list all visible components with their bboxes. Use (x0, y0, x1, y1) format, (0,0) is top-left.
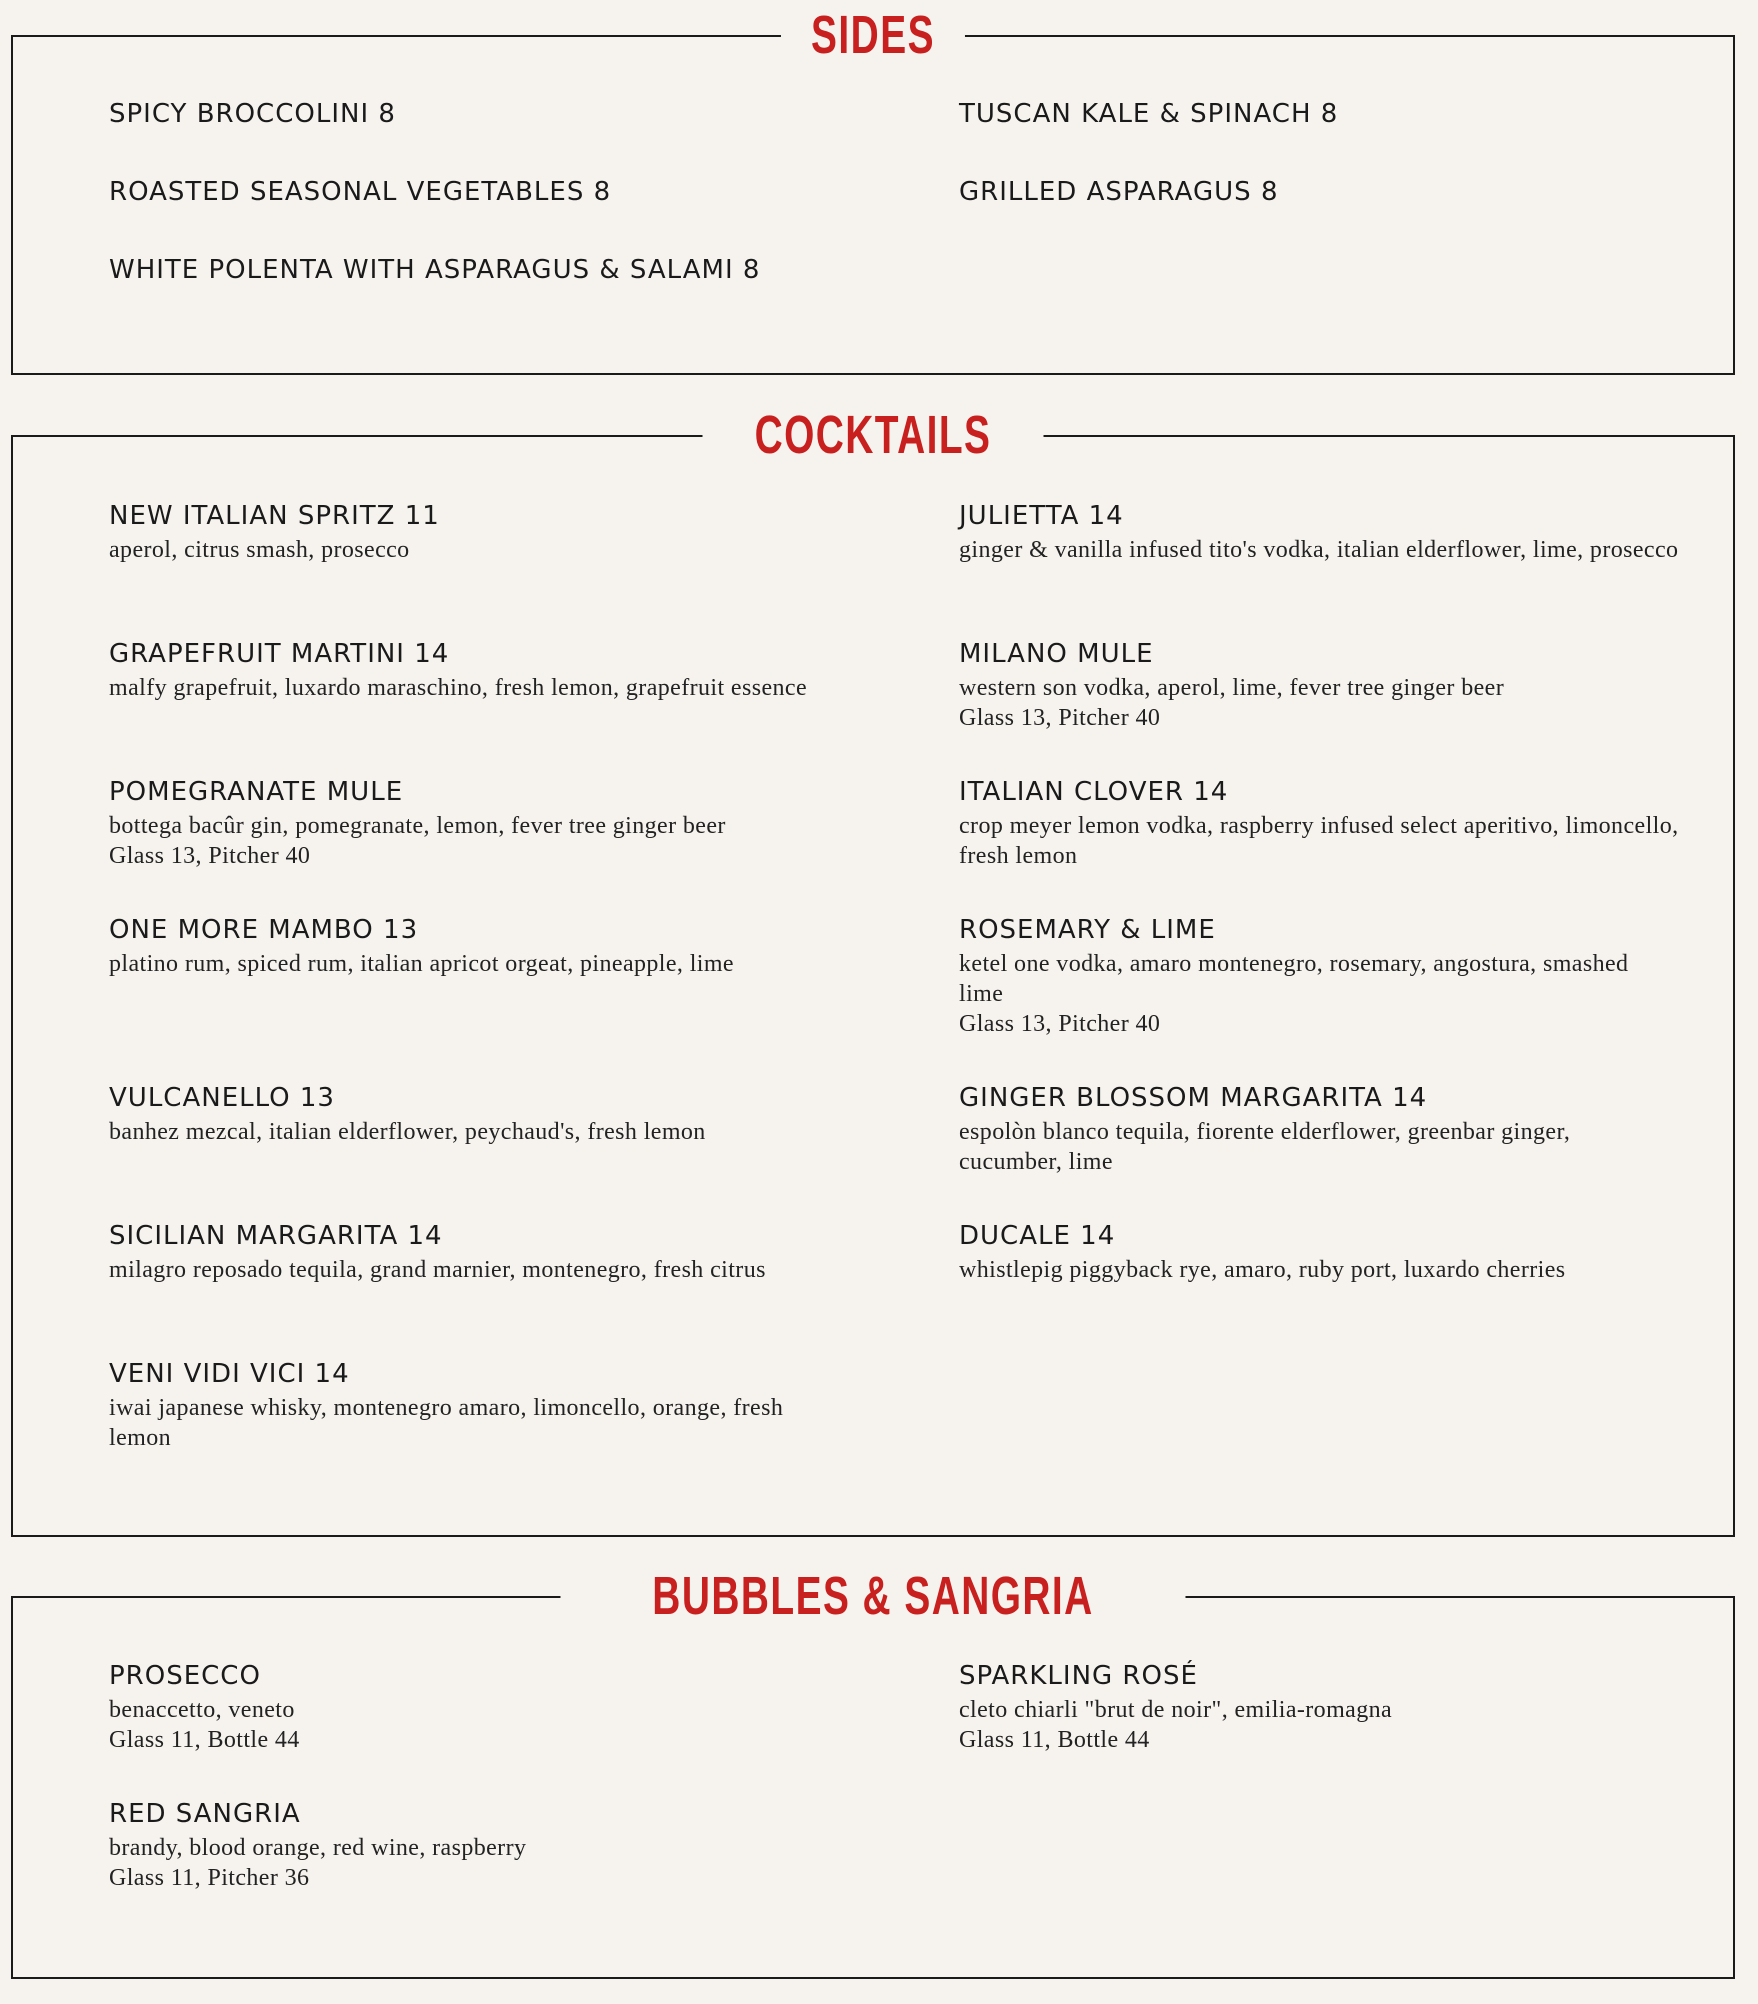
item-price: Glass 11, Pitcher 36 (109, 1865, 310, 1891)
item-name: GINGER BLOSSOM MARGARITA 14 (959, 1083, 1428, 1113)
menu-item (109, 1081, 829, 1147)
menu-item (959, 97, 1679, 131)
item-description: ginger & vanilla infused tito's vodka, italian elderflower, lime, prosecco (959, 537, 1679, 563)
item-price: Glass 13, Pitcher 40 (959, 705, 1161, 731)
item-name: NEW ITALIAN SPRITZ 11 (109, 501, 440, 531)
item-name: GRILLED ASPARAGUS 8 (959, 177, 1279, 207)
item-description: crop meyer lemon vodka, raspberry infused select aperitivo, limoncello, fresh lemon (959, 813, 1679, 869)
item-description: whistlepig piggyback rye, amaro, ruby port, luxardo cherries (959, 1257, 1566, 1283)
menu-item (959, 499, 1679, 565)
item-name: MILANO MULE (959, 639, 1154, 669)
item-description: banhez mezcal, italian elderflower, peychaud's, fresh lemon (109, 1119, 706, 1145)
menu-item (959, 1659, 1679, 1755)
cocktails-section (11, 405, 1735, 1537)
item-price: Glass 11, Bottle 44 (109, 1727, 300, 1753)
item-description: brandy, blood orange, red wine, raspberry (109, 1835, 527, 1861)
item-price: Glass 13, Pitcher 40 (959, 1011, 1161, 1037)
item-description: malfy grapefruit, luxardo maraschino, fresh lemon, grapefruit essence (109, 675, 808, 701)
menu-item (109, 775, 829, 871)
menu-item (109, 637, 829, 703)
item-name: SPARKLING ROSÉ (959, 1661, 1198, 1691)
menu-item (109, 913, 829, 979)
item-name: JULIETTA 14 (959, 501, 1124, 531)
menu-item (109, 175, 829, 209)
bubbles-sangria-section (11, 1566, 1735, 1979)
item-description: ketel one vodka, amaro montenegro, rosemary, angostura, smashed lime (959, 951, 1629, 1007)
item-name: RED SANGRIA (109, 1799, 301, 1829)
item-description: platino rum, spiced rum, italian apricot orgeat, pineapple, lime (109, 951, 734, 977)
item-name: GRAPEFRUIT MARTINI 14 (109, 639, 450, 669)
item-description: benaccetto, veneto (109, 1697, 295, 1723)
item-name: ROASTED SEASONAL VEGETABLES 8 (109, 177, 612, 207)
menu-item (109, 1219, 829, 1285)
item-price: Glass 11, Bottle 44 (959, 1727, 1150, 1753)
menu-item (959, 775, 1679, 871)
item-description: iwai japanese whisky, montenegro amaro, limoncello, orange, fresh lemon (109, 1395, 784, 1451)
menu-item (959, 637, 1679, 733)
item-description: cleto chiarli "brut de noir", emilia-romagna (959, 1697, 1393, 1723)
item-name: ONE MORE MAMBO 13 (109, 915, 419, 945)
menu-item (109, 499, 829, 565)
menu-item (959, 913, 1679, 1039)
item-name: WHITE POLENTA WITH ASPARAGUS & SALAMI 8 (109, 255, 761, 285)
menu-item (109, 97, 829, 131)
cocktails-title: COCKTAILS (703, 407, 1044, 463)
menu-item (959, 1081, 1679, 1177)
menu-item (109, 1659, 829, 1755)
item-description: espolòn blanco tequila, fiorente elderflower, greenbar ginger, cucumber, lime (959, 1119, 1571, 1175)
bubbles-sangria-title: BUBBLES & SANGRIA (560, 1568, 1185, 1624)
item-description: western son vodka, aperol, lime, fever tree ginger beer (959, 675, 1505, 701)
item-name: ITALIAN CLOVER 14 (959, 777, 1229, 807)
item-description: aperol, citrus smash, prosecco (109, 537, 410, 563)
item-name: SPICY BROCCOLINI 8 (109, 99, 396, 129)
item-name: DUCALE 14 (959, 1221, 1116, 1251)
item-name: SICILIAN MARGARITA 14 (109, 1221, 443, 1251)
menu-item (109, 1357, 829, 1453)
menu-item (959, 175, 1679, 209)
item-description: milagro reposado tequila, grand marnier, montenegro, fresh citrus (109, 1257, 766, 1283)
item-name: VULCANELLO 13 (109, 1083, 335, 1113)
item-description: bottega bacûr gin, pomegranate, lemon, fever tree ginger beer (109, 813, 726, 839)
menu-item (109, 1797, 829, 1893)
item-price: Glass 13, Pitcher 40 (109, 843, 311, 869)
sides-section (11, 5, 1735, 375)
item-name: ROSEMARY & LIME (959, 915, 1216, 945)
sides-title: SIDES (781, 7, 965, 63)
menu-item (109, 253, 829, 287)
item-name: PROSECCO (109, 1661, 261, 1691)
item-name: POMEGRANATE MULE (109, 777, 404, 807)
menu-item (959, 1219, 1679, 1285)
item-name: TUSCAN KALE & SPINACH 8 (959, 99, 1339, 129)
item-name: VENI VIDI VICI 14 (109, 1359, 350, 1389)
